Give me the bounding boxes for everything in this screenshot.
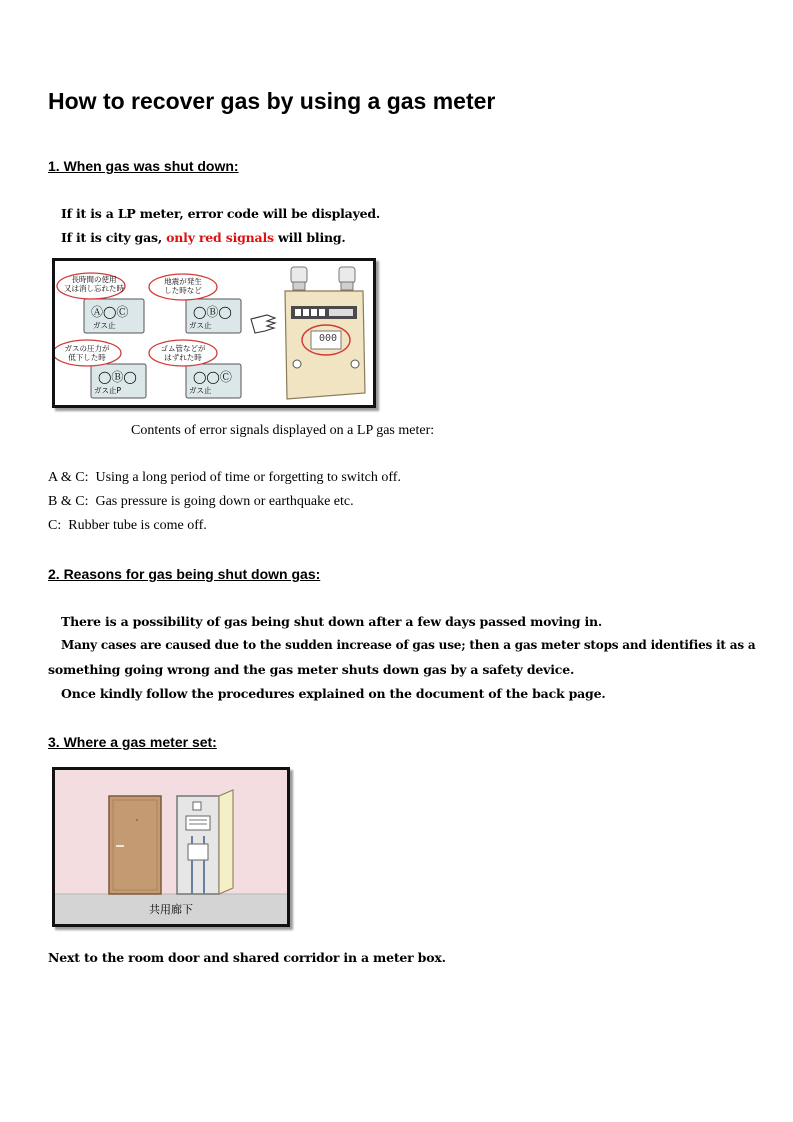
code-label: C: (48, 518, 62, 533)
signals-1: Ⓐ◯Ⓒ (91, 305, 129, 319)
bubble-2-line1: 地震が発生 (164, 277, 202, 286)
reason-paragraph-2b: something going wrong and the gas meter shuts down gas by a safety device. (48, 662, 575, 677)
meter-location-figure (52, 767, 290, 927)
code-label: A & C: (48, 470, 89, 485)
signals-2: ◯Ⓑ◯ (193, 305, 232, 319)
bubble-text-4 (153, 344, 213, 362)
city-gas-prefix: If it is city gas, (61, 230, 167, 245)
bubble-3-line1: ガスの圧力が (64, 344, 110, 353)
door-drawing (109, 796, 161, 894)
panel-4-caption: ガス止 (189, 386, 212, 395)
bubble-text-2 (153, 277, 213, 295)
section-1-heading: 1. When gas was shut down: (48, 158, 239, 174)
lp-meter-line: If it is a LP meter, error code will be displayed. (61, 206, 381, 221)
bubble-4-line1: ゴム管などが (160, 344, 206, 353)
code-text: Rubber tube is come off. (68, 518, 207, 533)
code-row-c (48, 518, 207, 534)
city-gas-line (61, 230, 346, 245)
section-2-heading: 2. Reasons for gas being shut down gas: (48, 566, 321, 582)
section-3-heading: 3. Where a gas meter set: (48, 734, 217, 750)
reason-paragraph-2a: Many cases are caused due to the sudden increase of gas use; then a gas meter stops and identifies it as a (61, 638, 756, 652)
bubble-text-1 (61, 275, 127, 293)
code-text: Gas pressure is going down or earthquake etc. (95, 494, 354, 509)
error-signals-figure (52, 258, 376, 408)
meter-box-drawing (177, 790, 233, 894)
bubble-1-line1: 長時間の使用 (71, 275, 117, 284)
bubble-4-line2: はずれた時 (164, 353, 202, 362)
signals-3: ◯Ⓑ◯ (98, 370, 137, 384)
bubble-3-line2: 低下した時 (68, 353, 106, 362)
bubble-text-3 (57, 344, 117, 362)
code-row-ac (48, 470, 401, 486)
panel-2-caption: ガス止 (189, 321, 212, 330)
code-label: B & C: (48, 494, 89, 509)
page-title: How to recover gas by using a gas meter (48, 88, 496, 114)
panel-1-caption: ガス止 (93, 321, 116, 330)
city-gas-suffix: will bling. (273, 230, 346, 245)
reason-paragraph-1: There is a possibility of gas being shut down after a few days passed moving in. (61, 614, 603, 629)
figure-caption: Contents of error signals displayed on a LP gas meter: (131, 423, 435, 438)
bubble-1-line2: 又は消し忘れた時 (64, 284, 124, 293)
reason-paragraph-3: Once kindly follow the procedures explained on the document of the back page. (61, 686, 606, 701)
red-signals-text: only red signals (166, 230, 274, 245)
signals-4: ◯◯Ⓒ (193, 370, 232, 384)
pointing-hand-icon (251, 315, 275, 333)
code-text: Using a long period of time or forgetting to switch off. (95, 470, 401, 485)
panel-3-caption: ガス止P (94, 386, 122, 395)
bubble-2-line2: した時など (164, 286, 202, 295)
meter-location-note: Next to the room door and shared corridor in a meter box. (48, 950, 446, 965)
meter-display: 000 (318, 333, 338, 344)
corridor-label: 共用廊下 (149, 903, 193, 916)
code-row-bc (48, 494, 354, 510)
